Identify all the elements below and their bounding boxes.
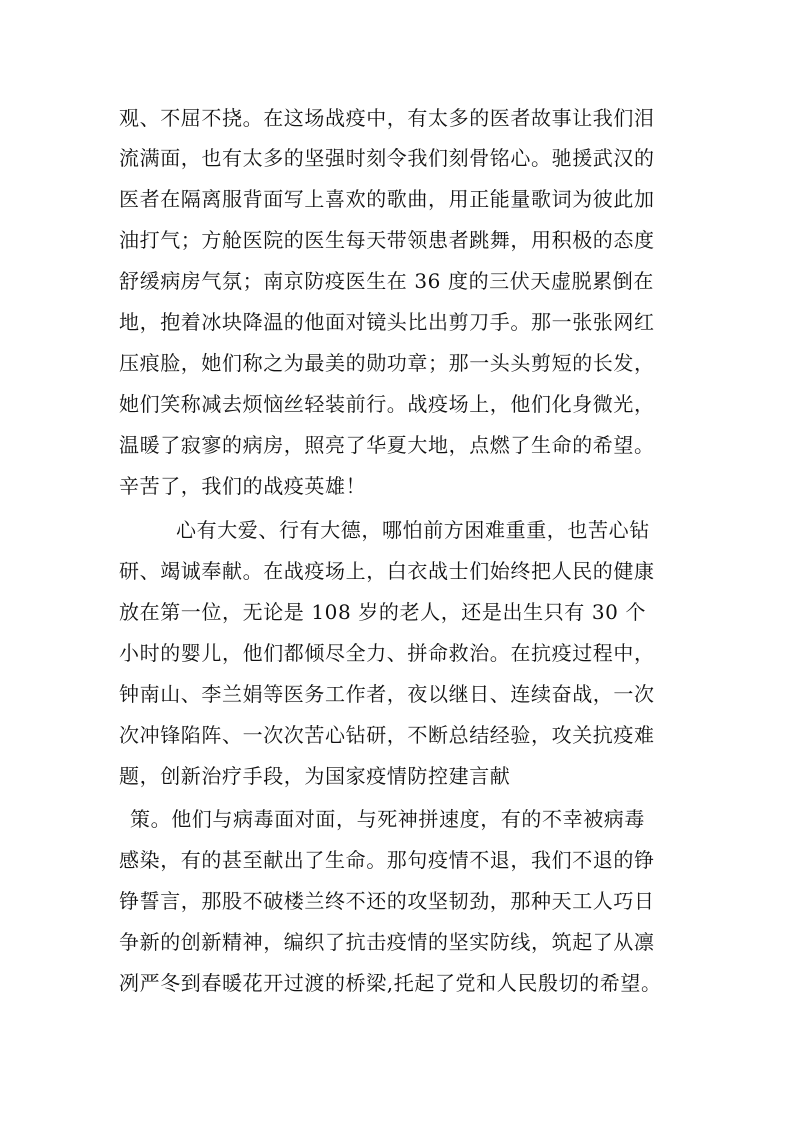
paragraph-line: 她们笑称减去烦恼丝轻装前行。战疫场上，他们化身微光， <box>119 392 655 416</box>
paragraph-line: 研、竭诚奉献。在战疫场上，白衣战士们始终把人民的健康 <box>119 559 655 583</box>
paragraph-line: 小时的婴儿，他们都倾尽全力、拼命救治。在抗疫过程中， <box>119 641 655 665</box>
paragraph-line: 题，创新治疗手段，为国家疫情防控建言献 <box>119 764 511 788</box>
paragraph-line: 冽严冬到春暖花开过渡的桥梁,托起了党和人民殷切的希望。 <box>119 971 662 995</box>
paragraph-line: 油打气；方舱医院的医生每天带领患者跳舞，用积极的态度 <box>119 228 655 252</box>
paragraph-line: 压痕脸，她们称之为最美的勋功章；那一头头剪短的长发， <box>119 351 655 375</box>
paragraph-line: 钟南山、李兰娟等医务工作者，夜以继日、连续奋战，一次 <box>119 682 655 706</box>
paragraph-line: 感染，有的甚至献出了生命。那句疫情不退，我们不退的铮 <box>119 848 655 872</box>
paragraph-line: 次冲锋陷阵、一次次苦心钻研，不断总结经验，攻关抗疫难 <box>119 723 655 747</box>
paragraph-line: 流满面，也有太多的坚强时刻令我们刻骨铭心。驰援武汉的 <box>119 146 655 170</box>
paragraph-line: 策。他们与病毒面对面，与死神拼速度，有的不幸被病毒 <box>130 807 645 831</box>
paragraph-line: 辛苦了，我们的战疫英雄！ <box>119 474 367 498</box>
paragraph-line-indented: 心有大爱、行有大德，哪怕前方困难重重，也苦心钻 <box>176 518 650 542</box>
paragraph-line: 放在第一位，无论是 108 岁的老人，还是出生只有 30 个 <box>119 600 647 624</box>
paragraph-line: 温暖了寂寥的病房，照亮了华夏大地，点燃了生命的希望。 <box>119 433 655 457</box>
paragraph-line: 争新的创新精神，编织了抗击疫情的坚实防线，筑起了从凛 <box>119 930 655 954</box>
paragraph-line: 舒缓病房气氛；南京防疫医生在 36 度的三伏天虚脱累倒在 <box>119 269 654 293</box>
paragraph-line: 观、不屈不挠。在这场战疫中，有太多的医者故事让我们泪 <box>119 106 655 130</box>
paragraph-line: 医者在隔离服背面写上喜欢的歌曲，用正能量歌词为彼此加 <box>119 187 655 211</box>
paragraph-line: 地，抱着冰块降温的他面对镜头比出剪刀手。那一张张网红 <box>119 310 655 334</box>
paragraph-line: 铮誓言，那股不破楼兰终不还的攻坚韧劲，那种天工人巧日 <box>119 889 655 913</box>
